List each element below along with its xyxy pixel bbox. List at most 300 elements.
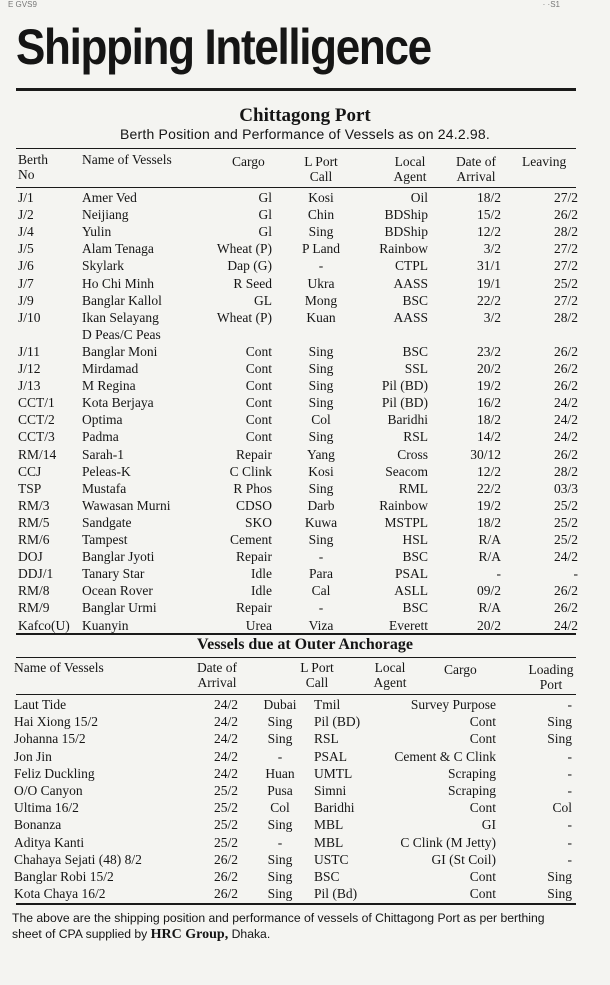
berth-cell-leaving: 26/2 bbox=[553, 583, 578, 599]
berth-cell-lport: - bbox=[318, 258, 324, 274]
berth-cell-cargo: Gl bbox=[258, 224, 272, 240]
berth-row bbox=[0, 394, 610, 411]
berth-cell-leaving: 03/3 bbox=[553, 480, 578, 496]
berth-cell-arrival: 20/2 bbox=[476, 361, 501, 376]
berth-cell-leaving: 28/2 bbox=[553, 463, 578, 479]
berth-section-title: Chittagong Port bbox=[239, 105, 371, 126]
berth-cell-berth: DDJ/1 bbox=[18, 566, 54, 582]
berth-cell-arrival: 31/1 bbox=[476, 258, 501, 274]
outer-row bbox=[0, 868, 610, 885]
berth-cell-berth: RM/5 bbox=[18, 514, 50, 530]
berth-cell-leaving: 26/2 bbox=[553, 446, 578, 462]
outer-cell-cargo: GI (St Coil) bbox=[431, 851, 496, 867]
outer-cell-arrival: 24/2 bbox=[213, 714, 238, 730]
outer-col-agent-line2: Agent bbox=[373, 675, 407, 690]
footer-city: Dhaka. bbox=[231, 927, 271, 941]
berth-row bbox=[0, 617, 610, 634]
berth-cell-vessel: Kota Berjaya bbox=[82, 395, 154, 411]
berth-cell-agent: AASS bbox=[393, 275, 428, 291]
berth-cell-agent: BDShip bbox=[384, 224, 428, 240]
col-agent-line2: Agent bbox=[393, 169, 427, 184]
outer-cell-cargo: Cont bbox=[469, 714, 496, 730]
berth-row bbox=[0, 514, 610, 531]
outer-col-lport-line2: Call bbox=[305, 675, 329, 690]
berth-cell-berth: J/4 bbox=[18, 224, 34, 240]
berth-cell-cargo: Cont bbox=[245, 361, 272, 376]
berth-cell-berth: J/1 bbox=[18, 190, 34, 205]
berth-cell-berth: J/13 bbox=[18, 378, 41, 394]
berth-cell-vessel: Banglar Moni bbox=[82, 343, 158, 359]
berth-cell-agent: Oil bbox=[410, 190, 428, 205]
berth-cell-leaving: 25/2 bbox=[553, 514, 578, 530]
berth-cell-cargo: GL bbox=[254, 292, 272, 308]
footer-text: The above are the shipping position and performance of vessels of Chittagong Port as per berthing sheet of CPA supplied by bbox=[12, 911, 545, 941]
outer-cell-vessel: Jon Jin bbox=[14, 748, 52, 764]
berth-cell-lport: Kosi bbox=[308, 463, 334, 479]
berth-cell-lport: Kosi bbox=[308, 190, 334, 205]
outer-row bbox=[0, 713, 610, 730]
berth-cell-vessel: Ikan Selayang bbox=[82, 309, 159, 325]
berth-cell-leaving: 24/2 bbox=[553, 412, 578, 428]
berth-cell-arrival: 18/2 bbox=[476, 190, 501, 205]
berth-cell-lport: Para bbox=[309, 566, 333, 582]
berth-cell-lport: - bbox=[318, 549, 324, 565]
berth-cell-arrival: 18/2 bbox=[476, 412, 501, 428]
berth-cell-vessel: Tanary Star bbox=[82, 566, 145, 582]
berth-cell-lport: Sing bbox=[308, 532, 334, 547]
outer-col-loading-line1: Loading bbox=[528, 662, 574, 677]
berth-cell-cargo: Cont bbox=[245, 429, 272, 445]
berth-cell-leaving: - bbox=[573, 566, 578, 582]
outer-cell-arrival: 24/2 bbox=[213, 697, 238, 712]
berth-cell-leaving: 25/2 bbox=[553, 497, 578, 513]
berth-cell-arrival: R/A bbox=[478, 549, 501, 565]
outer-cell-agent: MBL bbox=[314, 834, 344, 850]
berth-cell-lport: Sing bbox=[308, 224, 334, 240]
berth-cell-leaving: 27/2 bbox=[553, 292, 578, 308]
berth-cell-berth: RM/8 bbox=[18, 583, 50, 599]
outer-row bbox=[0, 730, 610, 747]
col-berth-no bbox=[18, 152, 48, 182]
outer-cell-cargo: Scraping bbox=[448, 765, 496, 781]
berth-cell-vessel: Sandgate bbox=[82, 514, 132, 530]
berth-cell-cargo: Cement bbox=[230, 532, 272, 547]
berth-cell-leaving: 27/2 bbox=[553, 190, 578, 205]
col-lport-line2: Call bbox=[309, 169, 333, 184]
outer-cell-arrival: 25/2 bbox=[213, 783, 238, 798]
col-arrival-line2: Arrival bbox=[456, 169, 496, 184]
masthead-rule bbox=[16, 88, 576, 91]
outer-cell-arrival: 26/2 bbox=[213, 886, 238, 902]
outer-cell-agent: RSL bbox=[314, 731, 339, 747]
outer-cell-vessel: Ultima 16/2 bbox=[14, 800, 79, 816]
outer-cell-loading: - bbox=[567, 851, 572, 867]
berth-row bbox=[0, 240, 610, 257]
berth-cell-berth: CCT/1 bbox=[18, 395, 55, 411]
outer-col-arrival-line2: Arrival bbox=[197, 675, 237, 690]
berth-cell-cargo: Wheat (P) bbox=[216, 241, 272, 257]
outer-cell-vessel: Banglar Robi 15/2 bbox=[14, 869, 114, 884]
berth-cell-cargo: Urea bbox=[245, 617, 272, 633]
berth-cell-berth: RM/6 bbox=[18, 532, 50, 547]
berth-row bbox=[0, 548, 610, 565]
berth-cell-vessel: Banglar Urmi bbox=[82, 600, 157, 616]
berth-cell-lport: Kuwa bbox=[304, 514, 338, 530]
outer-cell-lport: Pusa bbox=[267, 783, 293, 798]
berth-row bbox=[0, 326, 610, 343]
footer-source: HRC Group, bbox=[150, 927, 229, 942]
outer-col-arrival bbox=[185, 660, 249, 690]
berth-cell-lport: Darb bbox=[307, 497, 335, 513]
outer-cell-agent: PSAL bbox=[314, 748, 348, 764]
berth-cell-cargo: Idle bbox=[251, 566, 272, 582]
berth-row bbox=[0, 463, 610, 480]
berth-cell-agent: SSL bbox=[404, 361, 428, 376]
berth-cell-leaving: 24/2 bbox=[553, 429, 578, 445]
outer-row bbox=[0, 782, 610, 799]
berth-cell-leaving: 26/2 bbox=[553, 343, 578, 359]
berth-cell-vessel: Kuanyin bbox=[82, 617, 129, 633]
outer-cell-agent: MBL bbox=[314, 817, 344, 833]
berth-cell-leaving: 27/2 bbox=[553, 241, 578, 257]
berth-cell-cargo: Cont bbox=[245, 343, 272, 359]
outer-row bbox=[0, 765, 610, 782]
outer-cell-lport: - bbox=[277, 834, 283, 850]
berth-cell-leaving: 24/2 bbox=[553, 549, 578, 565]
berth-cell-cargo: Gl bbox=[258, 190, 272, 205]
footer-note bbox=[12, 910, 577, 943]
berth-cell-arrival: 19/2 bbox=[476, 378, 501, 394]
top-mark-left: E GVS9 bbox=[8, 0, 37, 9]
col-vessel-name: Name of Vessels bbox=[82, 152, 172, 167]
berth-cell-lport: Kuan bbox=[306, 309, 336, 325]
berth-cell-lport: Mong bbox=[304, 292, 338, 308]
berth-section-subtitle: Berth Position and Performance of Vessels as on 24.2.98. bbox=[120, 126, 490, 142]
berth-cell-agent: AASS bbox=[393, 309, 428, 325]
berth-row bbox=[0, 446, 610, 463]
berth-cell-arrival: R/A bbox=[478, 532, 501, 547]
berth-cell-cargo: Idle bbox=[251, 583, 272, 599]
berth-cell-vessel: Amer Ved bbox=[82, 190, 137, 205]
col-arrival-line1: Date of bbox=[455, 154, 497, 169]
outer-cell-loading: - bbox=[567, 765, 572, 781]
outer-cell-cargo: Survey Purpose bbox=[410, 697, 496, 712]
berth-row bbox=[0, 189, 610, 206]
berth-cell-agent: Everett bbox=[389, 617, 428, 633]
berth-subheader-rule bbox=[16, 187, 576, 188]
outer-cell-loading: Sing bbox=[547, 731, 572, 747]
outer-cell-lport: Sing bbox=[267, 886, 293, 902]
berth-cell-berth: DOJ bbox=[18, 549, 43, 565]
berth-cell-berth: J/12 bbox=[18, 361, 41, 376]
outer-cell-agent: UMTL bbox=[314, 765, 353, 781]
outer-cell-vessel: Aditya Kanti bbox=[14, 834, 85, 850]
berth-row bbox=[0, 360, 610, 377]
berth-cell-berth: J/5 bbox=[18, 241, 34, 257]
col-agent-line1: Local bbox=[394, 154, 426, 169]
berth-cell-leaving: 26/2 bbox=[553, 207, 578, 223]
berth-cell-lport: Cal bbox=[311, 583, 331, 599]
berth-cell-agent: Pil (BD) bbox=[381, 378, 428, 394]
berth-cell-leaving: 24/2 bbox=[553, 617, 578, 633]
berth-cell-arrival: 15/2 bbox=[476, 207, 501, 223]
berth-cell-leaving: 26/2 bbox=[553, 361, 578, 376]
outer-cell-vessel: Kota Chaya 16/2 bbox=[14, 886, 106, 902]
berth-row bbox=[0, 565, 610, 582]
outer-row bbox=[0, 696, 610, 713]
col-berth-line1: Berth bbox=[18, 152, 48, 167]
outer-cell-lport: Sing bbox=[267, 731, 293, 747]
berth-row bbox=[0, 275, 610, 292]
page-title: Shipping Intelligence bbox=[16, 19, 431, 75]
berth-cell-lport: - bbox=[318, 600, 324, 616]
berth-cell-agent: Rainbow bbox=[379, 241, 428, 257]
berth-cell-lport: Sing bbox=[308, 480, 334, 496]
outer-cell-vessel: Feliz Duckling bbox=[14, 765, 95, 781]
berth-cell-berth: CCT/3 bbox=[18, 429, 55, 445]
berth-cell-vessel: Ocean Rover bbox=[82, 583, 153, 599]
berth-cell-leaving: 27/2 bbox=[553, 258, 578, 274]
outer-cell-cargo: Cement & C Clink bbox=[394, 748, 496, 764]
berth-cell-vessel: Tampest bbox=[82, 532, 128, 547]
berth-cell-cargo: Gl bbox=[258, 207, 272, 223]
berth-cell-arrival: 3/2 bbox=[483, 309, 501, 325]
berth-cell-cargo: Wheat (P) bbox=[216, 309, 272, 325]
berth-cell-agent: Baridhi bbox=[387, 412, 428, 428]
outer-cell-vessel: Laut Tide bbox=[14, 697, 67, 712]
berth-row bbox=[0, 411, 610, 428]
outer-row bbox=[0, 816, 610, 833]
footer-rule bbox=[16, 903, 576, 905]
outer-cell-arrival: 24/2 bbox=[213, 731, 238, 747]
berth-row bbox=[0, 377, 610, 394]
outer-cell-lport: - bbox=[277, 748, 283, 764]
outer-cell-cargo: GI bbox=[481, 817, 496, 833]
berth-cell-vessel: Banglar Jyoti bbox=[82, 549, 155, 565]
berth-cell-arrival: 23/2 bbox=[476, 343, 501, 359]
berth-row bbox=[0, 257, 610, 274]
berth-cell-arrival: - bbox=[496, 566, 501, 582]
outer-cell-loading: Sing bbox=[547, 886, 572, 902]
berth-cell-lport: Chin bbox=[307, 207, 335, 223]
berth-cell-cargo: Cont bbox=[245, 378, 272, 394]
berth-cell-leaving: 26/2 bbox=[553, 600, 578, 616]
outer-cell-agent: Pil (Bd) bbox=[314, 886, 358, 902]
berth-cell-cargo: Repair bbox=[236, 549, 272, 565]
berth-cell-cargo: R Seed bbox=[233, 275, 272, 291]
berth-cell-leaving: 26/2 bbox=[553, 378, 578, 394]
outer-cell-vessel: Hai Xiong 15/2 bbox=[14, 714, 98, 730]
berth-cell-berth: RM/14 bbox=[18, 446, 57, 462]
outer-cell-cargo: Scraping bbox=[448, 783, 496, 798]
berth-cell-vessel: Mirdamad bbox=[82, 361, 139, 376]
outer-cell-agent: Baridhi bbox=[314, 800, 355, 816]
outer-cell-arrival: 25/2 bbox=[213, 817, 238, 833]
berth-cell-arrival: 30/12 bbox=[470, 446, 501, 462]
berth-cell-leaving: 25/2 bbox=[553, 532, 578, 547]
berth-cell-berth: J/9 bbox=[18, 292, 34, 308]
berth-cell-vessel: Skylark bbox=[82, 258, 124, 274]
outer-col-lport-line1: L Port bbox=[300, 660, 334, 675]
outer-row bbox=[0, 748, 610, 765]
berth-cell-berth: CCJ bbox=[18, 463, 42, 479]
outer-row bbox=[0, 885, 610, 902]
berth-row bbox=[0, 497, 610, 514]
berth-cell-agent: RSL bbox=[403, 429, 428, 445]
berth-cell-lport: Sing bbox=[308, 343, 334, 359]
outer-col-loading-port bbox=[520, 662, 582, 692]
outer-cell-cargo: Cont bbox=[469, 800, 496, 816]
berth-cell-leaving: 28/2 bbox=[553, 224, 578, 240]
berth-row bbox=[0, 480, 610, 497]
berth-cell-cargo: Repair bbox=[236, 600, 272, 616]
berth-cell-arrival: 12/2 bbox=[476, 224, 501, 240]
berth-cell-cargo: R Phos bbox=[233, 480, 272, 496]
berth-row bbox=[0, 292, 610, 309]
col-cargo: Cargo bbox=[232, 154, 265, 169]
outer-cell-vessel: O/O Canyon bbox=[14, 783, 83, 798]
outer-cell-loading: Sing bbox=[547, 869, 572, 884]
berth-cell-arrival: 19/1 bbox=[476, 275, 501, 291]
outer-section-rule-top bbox=[16, 633, 576, 635]
outer-cell-arrival: 24/2 bbox=[213, 765, 238, 781]
berth-cell-vessel: Optima bbox=[82, 412, 123, 428]
outer-cell-loading: - bbox=[567, 817, 572, 833]
outer-cell-agent: Tmil bbox=[314, 697, 341, 712]
berth-row bbox=[0, 206, 610, 223]
outer-cell-loading: - bbox=[567, 834, 572, 850]
outer-cell-agent: Pil (BD) bbox=[314, 714, 361, 730]
berth-cell-arrival: 16/2 bbox=[476, 395, 501, 411]
berth-cell-arrival: 12/2 bbox=[476, 463, 501, 479]
outer-col-loading-line2: Port bbox=[539, 677, 563, 692]
berth-cell-berth: RM/3 bbox=[18, 497, 50, 513]
berth-cell-agent: Pil (BD) bbox=[381, 395, 428, 411]
outer-cell-arrival: 25/2 bbox=[213, 800, 238, 816]
outer-cell-agent: BSC bbox=[314, 869, 340, 884]
top-mark-right: · ·S1 bbox=[542, 0, 560, 9]
berth-cell-agent: CTPL bbox=[394, 258, 428, 274]
berth-row bbox=[0, 343, 610, 360]
berth-cell-agent: PSAL bbox=[394, 566, 428, 582]
berth-row bbox=[0, 428, 610, 445]
col-lport-call bbox=[293, 154, 349, 184]
outer-cell-lport: Sing bbox=[267, 869, 293, 884]
berth-cell-arrival: 22/2 bbox=[476, 480, 501, 496]
outer-cell-agent: USTC bbox=[314, 851, 349, 867]
berth-cell-lport: Ukra bbox=[307, 275, 335, 291]
top-marks bbox=[8, 0, 600, 10]
outer-section-title: Vessels due at Outer Anchorage bbox=[197, 636, 413, 653]
berth-row bbox=[0, 599, 610, 616]
berth-cell-vessel: Sarah-1 bbox=[82, 446, 124, 462]
berth-cell-cargo: Cont bbox=[245, 412, 272, 428]
outer-cell-loading: - bbox=[567, 697, 572, 712]
berth-cell-berth: J/2 bbox=[18, 207, 34, 223]
berth-cell-arrival: 20/2 bbox=[476, 617, 501, 633]
berth-cell-berth: RM/9 bbox=[18, 600, 50, 616]
col-leaving: Leaving bbox=[522, 154, 567, 169]
berth-cell-arrival: 22/2 bbox=[476, 292, 501, 308]
outer-cell-vessel: Chahaya Sejati (48) 8/2 bbox=[14, 851, 142, 867]
outer-col-arrival-line1: Date of bbox=[196, 660, 238, 675]
berth-cell-lport: Sing bbox=[308, 361, 334, 376]
berth-cell-vessel: Peleas-K bbox=[82, 463, 131, 479]
berth-cell-lport: Yang bbox=[307, 446, 335, 462]
outer-col-agent bbox=[360, 660, 420, 690]
outer-cell-loading: - bbox=[567, 783, 572, 798]
berth-cell-arrival: 14/2 bbox=[476, 429, 501, 445]
berth-cell-lport: Viza bbox=[308, 617, 334, 633]
berth-cell-cargo: Cont bbox=[245, 395, 272, 411]
berth-cell-leaving: 28/2 bbox=[553, 309, 578, 325]
outer-cell-cargo: Cont bbox=[469, 886, 496, 902]
berth-cell-agent: BSC bbox=[402, 292, 428, 308]
outer-cell-arrival: 24/2 bbox=[213, 748, 238, 764]
berth-cell-agent: BDShip bbox=[384, 207, 428, 223]
berth-cell-lport: Col bbox=[311, 412, 331, 428]
berth-cell-lport: Sing bbox=[308, 395, 334, 411]
berth-cell-vessel: Neijiang bbox=[82, 207, 129, 223]
outer-section-rule-bottom bbox=[16, 657, 576, 658]
berth-cell-cargo: Repair bbox=[236, 446, 272, 462]
berth-cell-vessel: Banglar Kallol bbox=[82, 292, 162, 308]
berth-cell-agent: ASLL bbox=[394, 583, 428, 599]
berth-cell-agent: Rainbow bbox=[379, 497, 428, 513]
berth-cell-berth: J/7 bbox=[18, 275, 34, 291]
outer-cell-loading: - bbox=[567, 748, 572, 764]
berth-cell-vessel: Wawasan Murni bbox=[82, 497, 171, 513]
outer-cell-arrival: 26/2 bbox=[213, 869, 238, 884]
berth-cell-berth: TSP bbox=[18, 480, 42, 496]
outer-cell-loading: Sing bbox=[547, 714, 572, 730]
masthead bbox=[16, 14, 596, 80]
berth-cell-berth: CCT/2 bbox=[18, 412, 55, 428]
berth-cell-vessel: Alam Tenaga bbox=[82, 241, 154, 257]
berth-cell-lport: P Land bbox=[301, 241, 341, 257]
col-local-agent bbox=[382, 154, 438, 184]
outer-cell-lport: Sing bbox=[267, 714, 293, 730]
berth-header-rule bbox=[16, 148, 576, 149]
col-lport-line1: L Port bbox=[304, 154, 338, 169]
outer-cell-agent: Simni bbox=[314, 783, 347, 798]
berth-cell-lport: Sing bbox=[308, 378, 334, 394]
outer-col-cargo: Cargo bbox=[444, 662, 477, 677]
berth-cell-agent: HSL bbox=[402, 532, 428, 547]
outer-row bbox=[0, 851, 610, 868]
berth-cell-vessel: Padma bbox=[82, 429, 119, 445]
berth-cell-vessel: Ho Chi Minh bbox=[82, 275, 155, 291]
berth-cell-agent: BSC bbox=[402, 549, 428, 565]
berth-cell-arrival: R/A bbox=[478, 600, 501, 616]
col-berth-line2: No bbox=[18, 167, 35, 182]
outer-cell-vessel: Bonanza bbox=[14, 817, 62, 833]
outer-col-lport bbox=[289, 660, 345, 690]
outer-cell-lport: Dubai bbox=[263, 697, 297, 712]
outer-cell-lport: Huan bbox=[265, 765, 295, 781]
berth-cell-cargo: CDSO bbox=[235, 497, 272, 513]
berth-row bbox=[0, 223, 610, 240]
berth-cell-cargo: Dap (G) bbox=[227, 258, 272, 274]
berth-cell-berth: J/10 bbox=[18, 309, 41, 325]
berth-row bbox=[0, 309, 610, 326]
berth-cell-berth: J/6 bbox=[18, 258, 34, 274]
berth-cell-cargo: SKO bbox=[244, 514, 272, 530]
outer-col-vessel-name: Name of Vessels bbox=[14, 660, 104, 675]
berth-cell-cargo: C Clink bbox=[229, 463, 272, 479]
berth-cell-vessel: Mustafa bbox=[82, 480, 127, 496]
outer-cell-vessel: Johanna 15/2 bbox=[14, 731, 86, 747]
